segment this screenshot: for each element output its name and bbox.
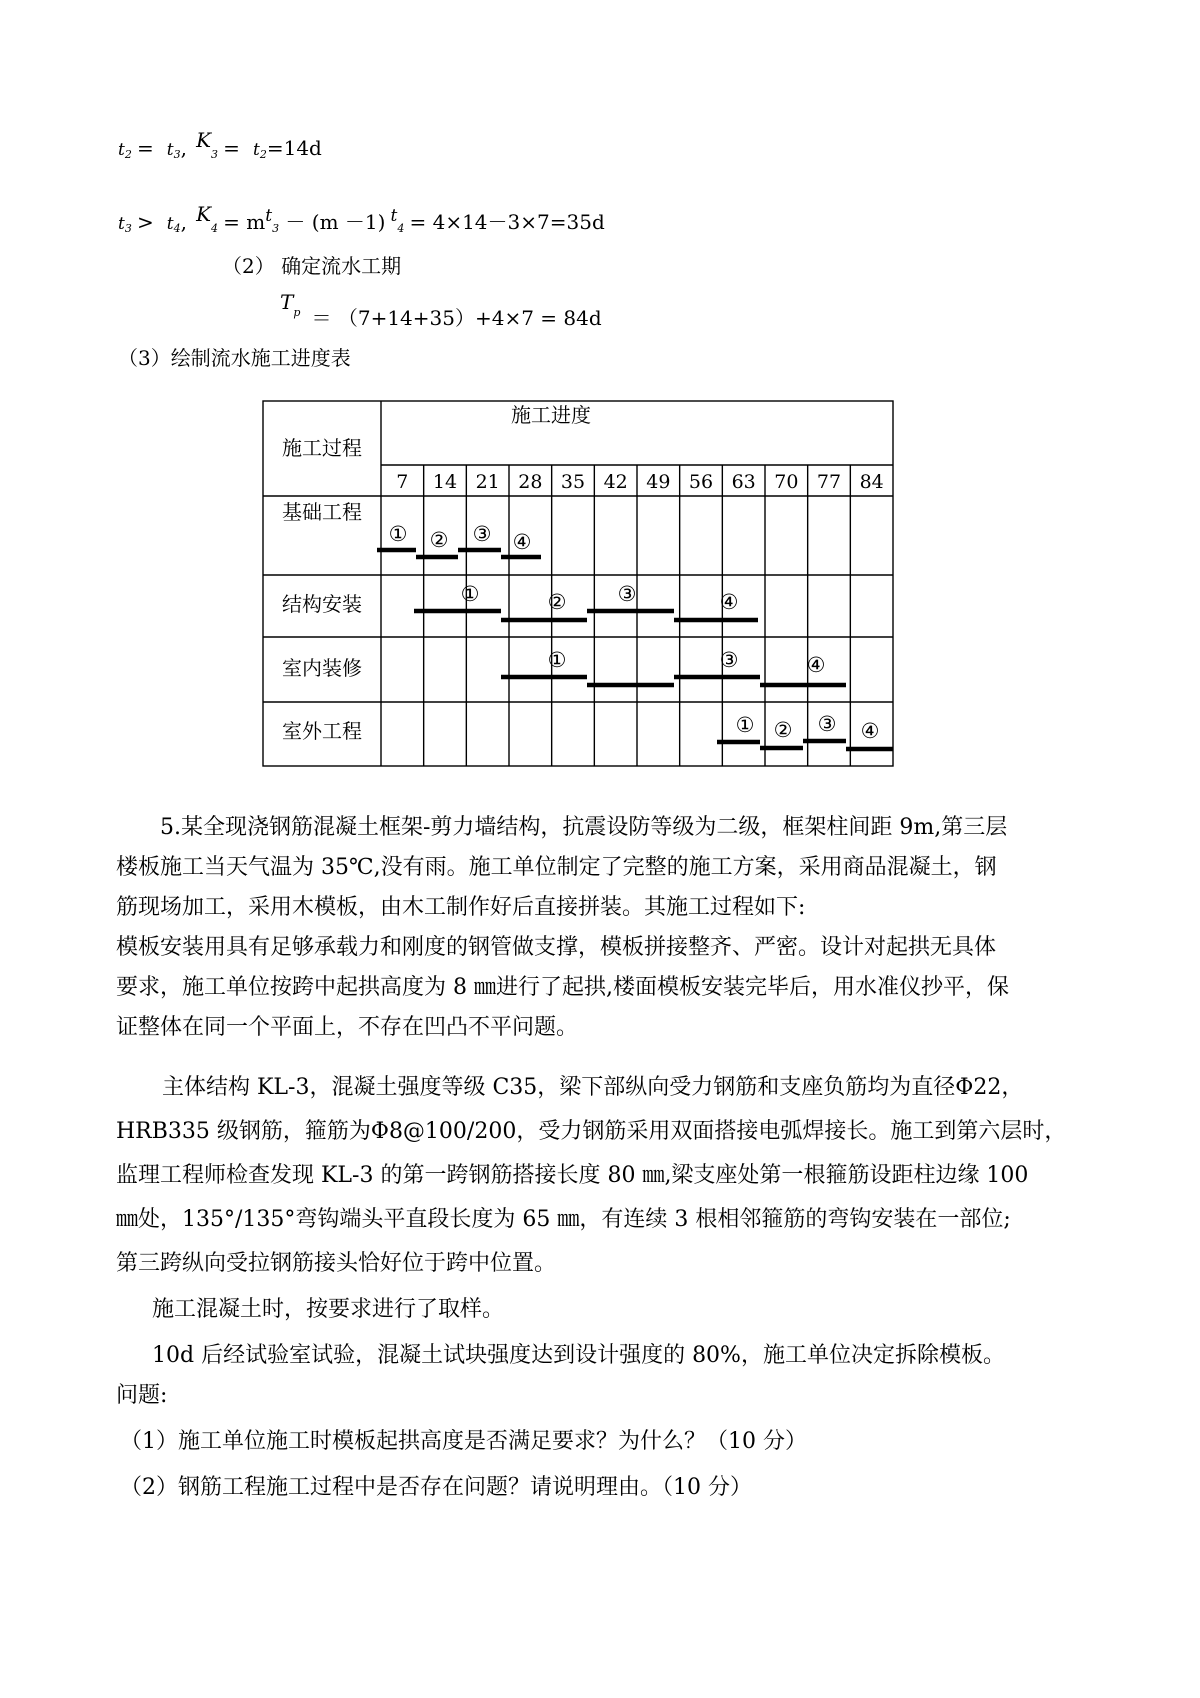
paragraph-line: 楼板施工当天气温为 35℃,没有雨。施工单位制定了完整的施工方案，采用商品混凝土，钢 bbox=[116, 855, 997, 880]
segment-number-label: ② bbox=[429, 528, 449, 552]
question-1: （1）施工单位施工时模板起拱高度是否满足要求？为什么？（10 分） bbox=[120, 1429, 807, 1454]
day-label: 14 bbox=[432, 471, 458, 493]
paragraph-line: 施工混凝土时，按要求进行了取样。 bbox=[152, 1297, 505, 1322]
formula-subscript: 4 bbox=[211, 222, 219, 235]
process-header: 施工过程 bbox=[282, 436, 362, 460]
day-label: 84 bbox=[859, 471, 884, 493]
segment-number-label: ① bbox=[388, 522, 408, 546]
formula-subscript: 3 bbox=[124, 222, 132, 235]
process-name: 室外工程 bbox=[282, 719, 362, 743]
segment-number-label: ③ bbox=[472, 522, 492, 546]
formula-var: t bbox=[265, 206, 273, 226]
formula-result: =14d bbox=[266, 136, 322, 160]
segment-number-label: ④ bbox=[719, 590, 739, 614]
questions-heading: 问题: bbox=[116, 1383, 168, 1408]
paragraph-line: 第三跨纵向受拉钢筋接头恰好位于跨中位置。 bbox=[116, 1251, 557, 1276]
formula-subscript: 4 bbox=[173, 222, 181, 235]
formula-var: t bbox=[118, 140, 125, 160]
formula-subscript: 3 bbox=[272, 222, 280, 235]
paragraph-line: 筋现场加工，采用木模板，由木工制作好后直接拼装。其施工过程如下: bbox=[116, 895, 806, 920]
day-label: 21 bbox=[475, 471, 500, 493]
process-name: 基础工程 bbox=[282, 500, 362, 524]
segment-number-label: ③ bbox=[617, 582, 637, 606]
formula-subscript: 2 bbox=[259, 148, 267, 161]
paragraph-line: 要求，施工单位按跨中起拱高度为 8 ㎜进行了起拱,楼面模板安装完毕后，用水准仪抄平，保 bbox=[116, 975, 1009, 1000]
schedule-table bbox=[0, 0, 1200, 800]
step-3-heading: （3）绘制流水施工进度表 bbox=[118, 346, 351, 370]
process-name: 结构安装 bbox=[282, 592, 362, 616]
paragraph-line: ㎜处，135°/135°弯钩端头平直段长度为 65 ㎜，有连续 3 根相邻箍筋的弯钩安装在一部位; bbox=[116, 1207, 1011, 1232]
paragraph-line: 主体结构 KL-3，混凝土强度等级 C35，梁下部纵向受力钢筋和支座负筋均为直径Φ22， bbox=[162, 1075, 1024, 1100]
day-label: 35 bbox=[560, 471, 586, 493]
day-label: 70 bbox=[774, 471, 799, 493]
formula-result: ＝ （7+14+35）+4×7 = 84d bbox=[311, 306, 602, 330]
formula-op: = bbox=[136, 136, 154, 160]
segment-number-label: ④ bbox=[806, 653, 826, 677]
day-label: 63 bbox=[731, 471, 756, 493]
formula-op: , bbox=[180, 136, 187, 160]
formula-subscript: p bbox=[293, 306, 301, 319]
formula-op: , bbox=[180, 210, 187, 234]
paragraph-line: 5.某全现浇钢筋混凝土框架-剪力墙结构，抗震设防等级为二级，框架柱间距 9m,第三层 bbox=[160, 815, 1008, 840]
segment-number-label: ① bbox=[460, 582, 480, 606]
segment-number-label: ② bbox=[547, 590, 567, 614]
paragraph-line: 监理工程师检查发现 KL-3 的第一跨钢筋搭接长度 80 ㎜,梁支座处第一根箍筋设距柱边缘 100 bbox=[116, 1163, 1029, 1188]
process-name: 室内装修 bbox=[282, 656, 362, 680]
paragraph-line: 模板安装用具有足够承载力和刚度的钢管做支撑，模板拼接整齐、严密。设计对起拱无具体 bbox=[116, 935, 997, 960]
formula-var: t bbox=[390, 206, 398, 226]
segment-number-label: ④ bbox=[860, 719, 880, 743]
formula-op: > bbox=[136, 210, 154, 234]
formula-subscript: 4 bbox=[397, 222, 405, 235]
paragraph-line: 10d 后经试验室试验，混凝土试块强度达到设计强度的 80%，施工单位决定拆除模板。 bbox=[152, 1343, 1005, 1368]
formula-subscript: 3 bbox=[211, 148, 219, 161]
step-2-heading: （2） 确定流水工期 bbox=[222, 254, 402, 278]
question-2: （2）钢筋工程施工过程中是否存在问题？请说明理由。（10 分） bbox=[120, 1475, 752, 1500]
formula-subscript: 2 bbox=[124, 148, 132, 161]
formula-var: t bbox=[118, 214, 125, 234]
segment-number-label: ① bbox=[547, 648, 567, 672]
segment-number-label: ① bbox=[735, 713, 755, 737]
formula-result: = 4×14－3×7=35d bbox=[409, 210, 605, 234]
paragraph-line: 证整体在同一个平面上，不存在凹凸不平问题。 bbox=[116, 1015, 579, 1040]
day-label: 28 bbox=[518, 471, 543, 493]
day-label: 77 bbox=[816, 471, 842, 493]
formula-var: K bbox=[196, 128, 212, 152]
formula-op: = bbox=[223, 136, 240, 160]
day-label: 42 bbox=[603, 471, 628, 493]
formula-var: t bbox=[253, 140, 260, 160]
segment-number-label: ④ bbox=[512, 530, 532, 554]
formula-var: K bbox=[196, 202, 212, 226]
day-label: 56 bbox=[688, 471, 714, 493]
day-label: 49 bbox=[646, 471, 671, 493]
paragraph-line: HRB335 级钢筋，箍筋为Φ8@100/200，受力钢筋采用双面搭接电弧焊接长。施工到第六层时， bbox=[116, 1119, 1067, 1144]
formula-op: － (m －1) bbox=[279, 210, 386, 234]
segment-number-label: ③ bbox=[719, 648, 739, 672]
segment-number-label: ③ bbox=[817, 712, 837, 736]
day-label: 7 bbox=[396, 471, 409, 493]
progress-header: 施工进度 bbox=[511, 403, 591, 427]
formula-var: t bbox=[166, 214, 174, 234]
segment-number-label: ② bbox=[773, 718, 793, 742]
formula-subscript: 3 bbox=[173, 148, 181, 161]
formula-var: t bbox=[166, 140, 174, 160]
formula-op: = m bbox=[223, 210, 266, 234]
formula-var: T bbox=[280, 290, 294, 314]
